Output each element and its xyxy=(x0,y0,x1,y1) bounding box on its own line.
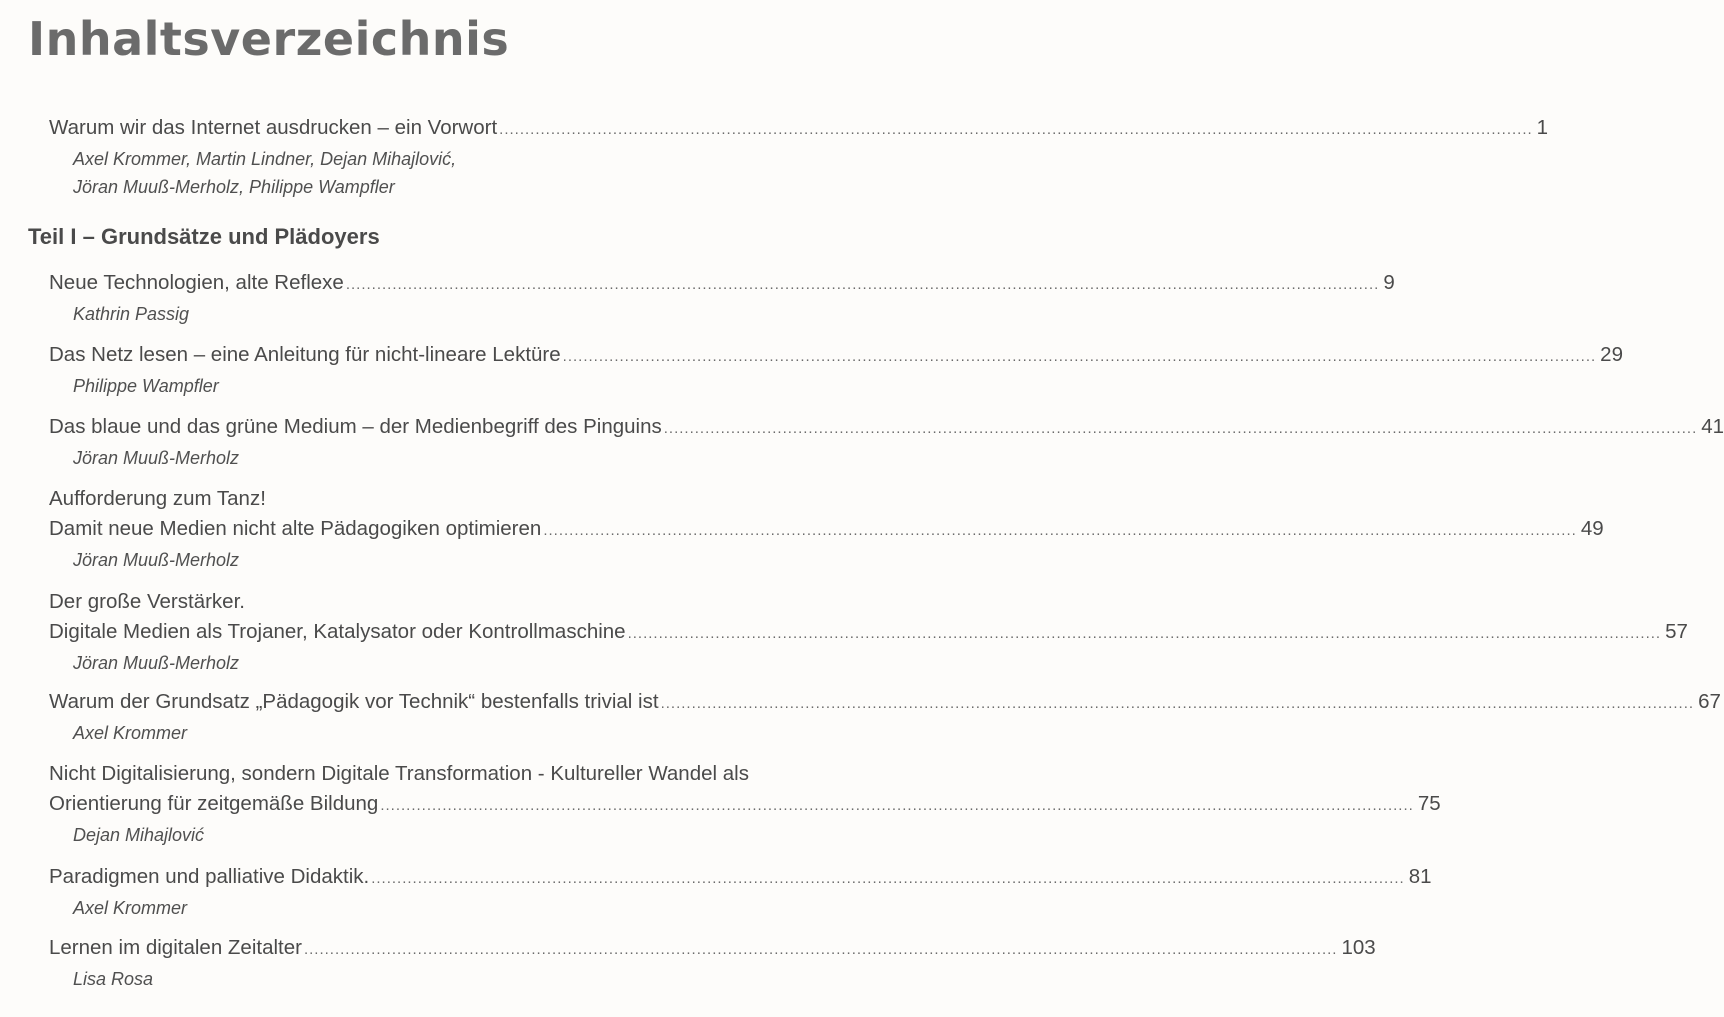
entry-title-line xyxy=(49,113,1549,145)
entry-title-line xyxy=(49,412,1724,444)
toc-entry xyxy=(49,687,1721,747)
entry-title-line xyxy=(49,789,1441,821)
entry-title-line xyxy=(49,268,1395,300)
toc-entry xyxy=(49,587,1688,677)
entry-title: Das blaue und das grüne Medium – der Medienbegriff des Pinguins xyxy=(49,415,662,438)
page-number: 103 xyxy=(1341,936,1376,959)
entry-title: Warum der Grundsatz „Pädagogik vor Technik“ bestenfalls trivial ist xyxy=(49,690,659,713)
entry-title: Warum wir das Internet ausdrucken – ein Vorwort xyxy=(49,116,498,139)
leader-dots: ........................................................................................................................................................................................................ xyxy=(660,695,1695,712)
entry-author: Jöran Muuß-Merholz xyxy=(73,653,240,673)
leader-dots: ........................................................................................................................................................................................................ xyxy=(543,522,1577,539)
page-number: 67 xyxy=(1698,690,1721,713)
entry-author: Axel Krommer xyxy=(73,898,188,918)
entry-author: Lisa Rosa xyxy=(73,969,154,989)
entry-title: Orientierung für zeitgemäße Bildung xyxy=(49,792,379,815)
entry-title-line xyxy=(49,862,1432,894)
page-number: 1 xyxy=(1536,116,1549,139)
entry-title-line xyxy=(49,759,981,789)
toc-entry xyxy=(49,268,1395,328)
entry-author: Jöran Muuß-Merholz xyxy=(73,550,240,570)
leader-dots: ........................................................................................................................................................................................................ xyxy=(562,348,1597,365)
page-number: 41 xyxy=(1701,415,1724,438)
entry-title-line xyxy=(49,484,981,514)
toc-entry xyxy=(49,113,1549,201)
entry-author: Axel Krommer, Martin Lindner, Dejan Mihajlović, xyxy=(73,149,457,169)
leader-dots: ........................................................................................................................................................................................................ xyxy=(303,941,1338,958)
entry-title-line xyxy=(49,340,1623,372)
leader-dots: ........................................................................................................................................................................................................ xyxy=(499,121,1533,138)
entry-author: Jöran Muuß-Merholz xyxy=(73,448,240,468)
entry-title-line xyxy=(49,687,1721,719)
leader-dots: ........................................................................................................................................................................................................ xyxy=(663,420,1698,437)
toc-entry xyxy=(49,759,1441,849)
toc-entry xyxy=(49,412,1724,472)
entry-title: Damit neue Medien nicht alte Pädagogiken optimieren xyxy=(49,517,542,540)
page-number: 75 xyxy=(1417,792,1441,815)
entry-title-line xyxy=(49,514,1604,546)
section-heading-teil-1: Teil I – Grundsätze und Plädoyers xyxy=(28,224,380,249)
entry-title-line xyxy=(49,617,1688,649)
entry-title-line xyxy=(49,933,1376,965)
toc-entry xyxy=(49,340,1623,400)
entry-title: Der große Verstärker. xyxy=(49,590,245,613)
leader-dots: ........................................................................................................................................................................................................ xyxy=(627,625,1662,642)
entry-title: Paradigmen und palliative Didaktik. xyxy=(49,865,370,888)
entry-author: Jöran Muuß-Merholz, Philippe Wampfler xyxy=(73,177,395,197)
page-number: 9 xyxy=(1383,271,1395,294)
entry-title: Digitale Medien als Trojaner, Katalysator oder Kontrollmaschine xyxy=(49,620,626,643)
page-number: 57 xyxy=(1665,620,1688,643)
page-number: 81 xyxy=(1408,865,1432,888)
leader-dots: ........................................................................................................................................................................................................ xyxy=(345,276,1380,293)
entry-author: Axel Krommer xyxy=(73,723,188,743)
toc-entry xyxy=(49,862,1432,922)
entry-title: Aufforderung zum Tanz! xyxy=(49,487,266,510)
leader-dots: ........................................................................................................................................................................................................ xyxy=(380,797,1414,814)
entry-author: Philippe Wampfler xyxy=(73,376,219,396)
entry-title: Nicht Digitalisierung, sondern Digitale Transformation - Kultureller Wandel als xyxy=(49,762,749,785)
toc-entry xyxy=(49,484,1604,574)
entry-author: Kathrin Passig xyxy=(73,304,190,324)
page-number: 29 xyxy=(1600,343,1623,366)
entry-title-line xyxy=(49,587,981,617)
page-title: Inhaltsverzeichnis xyxy=(28,12,510,66)
leader-dots: ........................................................................................................................................................................................................ xyxy=(371,870,1405,887)
entry-title: Das Netz lesen – eine Anleitung für nicht-lineare Lektüre xyxy=(49,343,561,366)
entry-author: Dejan Mihajlović xyxy=(73,825,205,845)
page-number: 49 xyxy=(1580,517,1604,540)
toc-entry xyxy=(49,933,1376,993)
entry-title: Lernen im digitalen Zeitalter xyxy=(49,936,302,959)
entry-title: Neue Technologien, alte Reflexe xyxy=(49,271,344,294)
